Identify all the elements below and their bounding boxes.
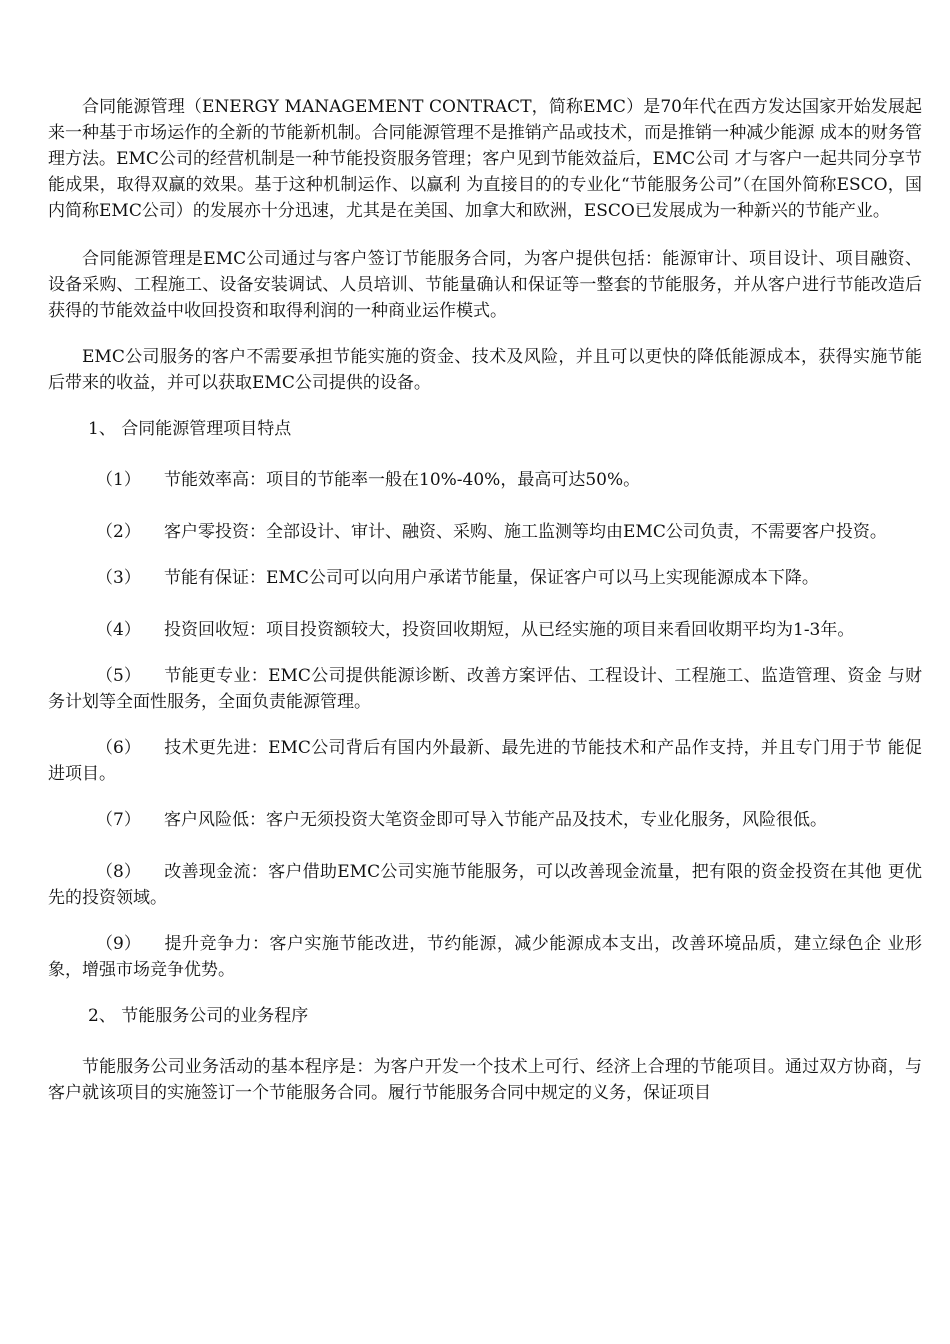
feature-item-text: 节能效率高：项目的节能率一般在10%-40%，最高可达50%。 bbox=[164, 470, 641, 490]
feature-item-number: （1） bbox=[96, 470, 141, 490]
emc-definition-paragraph: 合同能源管理是EMC公司通过与客户签订节能服务合同，为客户提供包括：能源审计、项目设计、项目融资、设备采购、工程施工、设备安装调试、人员培训、节能量确认和保证等一整套的节能服务，并从客户进行节能改造后获得的节能效益中收回投资和取得利润的一种商业运作模式。 bbox=[48, 249, 922, 321]
feature-item-8 bbox=[48, 859, 922, 911]
emc-benefit-paragraph: EMC公司服务的客户不需要承担节能实施的资金、技术及风险，并且可以更快的降低能源成本，获得实施节能后带来的收益，并可以获取EMC公司提供的设备。 bbox=[48, 347, 922, 393]
section-1-heading: 1、 合同能源管理项目特点 bbox=[88, 419, 292, 439]
feature-item-5 bbox=[48, 663, 922, 715]
feature-item-7 bbox=[48, 807, 922, 833]
feature-item-9 bbox=[48, 931, 922, 983]
feature-item-number: （2） bbox=[96, 522, 141, 542]
section-2-heading: 2、 节能服务公司的业务程序 bbox=[88, 1006, 309, 1026]
feature-item-number: （4） bbox=[96, 620, 141, 640]
feature-item-2 bbox=[48, 519, 922, 545]
feature-item-4 bbox=[48, 617, 922, 643]
feature-item-number: （6） bbox=[96, 738, 141, 758]
feature-item-number: （7） bbox=[96, 810, 141, 830]
feature-item-text: 技术更先进：EMC公司背后有国内外最新、最先进的节能技术和产品作支持，并且专门用于节 能促进项目。 bbox=[48, 738, 922, 784]
feature-item-1 bbox=[48, 467, 922, 493]
feature-item-6 bbox=[48, 735, 922, 787]
feature-item-number: （5） bbox=[96, 666, 141, 686]
feature-item-3 bbox=[48, 565, 922, 591]
feature-item-number: （3） bbox=[96, 568, 141, 588]
feature-item-number: （9） bbox=[96, 934, 141, 954]
feature-item-text: 客户风险低：客户无须投资大笔资金即可导入节能产品及技术，专业化服务，风险很低。 bbox=[164, 810, 827, 830]
document-page bbox=[48, 94, 922, 1106]
feature-item-text: 提升竞争力：客户实施节能改进，节约能源，减少能源成本支出，改善环境品质，建立绿色企 业形象，增强市场竞争优势。 bbox=[48, 934, 922, 980]
feature-item-text: 客户零投资：全部设计、审计、融资、采购、施工监测等均由EMC公司负责，不需要客户投资。 bbox=[164, 522, 887, 542]
intro-paragraph: 合同能源管理（ENERGY MANAGEMENT CONTRACT，简称EMC）是70年代在西方发达国家开始发展起 来一种基于市场运作的全新的节能新机制。合同能源管理不是推销产品或技术，而是推销一种减少能源 成本的财务管理方法。EMC公司的经营机制是一种节能投资服务管理；客户见到节能效益后，EMC公司 才与客户一起共同分享节能成果，取得双赢的效果。基于这种机制运作、以赢利 为直接目的的专业化“节能服务公司”（在国外简称ESCO，国内简称EMC公司）的发展亦十分迅速，尤其是在美国、加拿大和欧洲，ESCO已发展成为一种新兴的节能产业。 bbox=[48, 97, 922, 221]
procedure-paragraph: 节能服务公司业务活动的基本程序是：为客户开发一个技术上可行、经济上合理的节能项目。通过双方协商，与客户就该项目的实施签订一个节能服务合同。履行节能服务合同中规定的义务，保证项目 bbox=[48, 1057, 922, 1103]
feature-item-text: 节能有保证：EMC公司可以向用户承诺节能量，保证客户可以马上实现能源成本下降。 bbox=[164, 568, 819, 588]
feature-item-text: 改善现金流：客户借助EMC公司实施节能服务，可以改善现金流量，把有限的资金投资在其他 更优先的投资领域。 bbox=[48, 862, 922, 908]
feature-item-text: 节能更专业：EMC公司提供能源诊断、改善方案评估、工程设计、工程施工、监造管理、资金 与财务计划等全面性服务，全面负责能源管理。 bbox=[48, 666, 922, 712]
feature-item-number: （8） bbox=[96, 862, 141, 882]
feature-item-text: 投资回收短：项目投资额较大，投资回收期短，从已经实施的项目来看回收期平均为1-3年。 bbox=[164, 620, 855, 640]
